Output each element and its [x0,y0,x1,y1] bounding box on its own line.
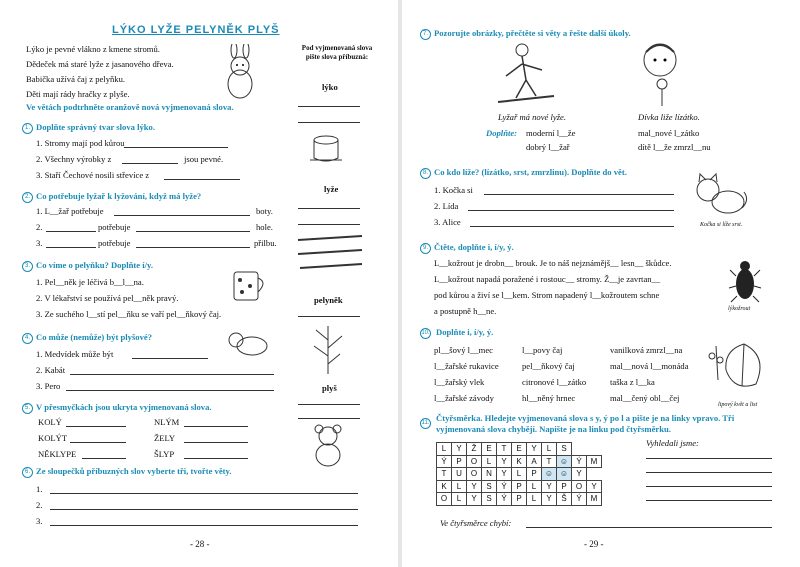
exercise-1-title: Doplňte správný tvar slova lýko. [36,122,155,132]
intro-line: Dědeček má staré lyže z jasanového dřeva. [26,59,174,69]
ex1-item: 1. Stromy mají pod kůrou [36,138,125,148]
grid-cell[interactable]: L [512,468,527,481]
tea-mug-illustration [228,262,270,304]
smiley-cell[interactable]: ☺ [542,468,557,481]
bunny-illustration [216,44,264,102]
ex2-item: hole. [256,222,273,232]
sidebar-word-lyko: lýko [322,82,338,92]
grid-cell[interactable]: N [482,468,497,481]
fill-word: dobrý l__žař [526,142,570,152]
exercise-8-title: Co kdo líže? (lízátko, srst, zmrzlinu). Doplňte do vět. [434,167,627,177]
answer-line[interactable] [82,458,126,459]
anagram: ŽELY [154,433,176,443]
ex4-item: 2. Kabát [36,365,66,375]
grid-cell[interactable]: K [512,455,527,468]
grid-row [437,468,602,481]
ex2-item: 2. [36,222,43,232]
answer-line[interactable] [124,147,228,148]
intro-task: Ve větách podtrhněte oranžově nová vyjmenovaná slova. [26,102,234,112]
fill-word: moderní l__že [526,128,576,138]
grid-cell[interactable]: Y [542,480,557,493]
anagram: KOLÝ [38,417,62,427]
answer-line[interactable] [646,500,772,501]
answer-line[interactable] [136,231,250,232]
lying-teddy-illustration [226,326,270,358]
grid-cell[interactable]: Y [497,455,512,468]
exercise-3-title: Co víme o pelyňku? Doplňte í/y. [36,260,153,270]
answer-line[interactable] [50,493,358,494]
answer-line[interactable] [50,509,358,510]
grid-cell[interactable]: L [542,443,557,456]
answer-line[interactable] [70,442,126,443]
answer-line[interactable] [298,224,360,225]
sidebar-word-lyze: lyže [324,184,339,194]
grid-cell[interactable]: Y [497,468,512,481]
ex6-item: 3. [36,516,43,526]
ex10-word: pel__ňkový čaj [522,361,575,371]
exercise-5-title: V přesmyčkách jsou ukryta vyjmenovaná slova. [36,402,212,412]
grid-cell[interactable]: L [482,455,497,468]
bark-beetle-illustration [728,256,762,306]
page-number: - 28 - [190,539,210,549]
answer-line[interactable] [484,194,674,195]
grid-cell[interactable]: P [512,493,527,506]
grid-cell[interactable]: L [452,480,467,493]
ex2-item: 1. L__žař potřebuje [36,206,104,216]
exercise-7-title: Pozorujte obrázky, přečtěte si věty a řešte další úkoly. [434,28,631,38]
ex9-line: a postupně h__ne. [434,306,497,316]
ex8-item: 3. Alice [434,217,461,227]
answer-line[interactable] [646,486,772,487]
fill-word: mal_nové l_zátko [638,128,700,138]
grid-cell[interactable]: T [497,443,512,456]
ex6-item: 2. [36,500,43,510]
grid-cell[interactable]: Ý [497,480,512,493]
grid-cell[interactable]: P [452,455,467,468]
smiley-cell[interactable]: ☺ [557,468,572,481]
grid-cell[interactable]: P [512,480,527,493]
answer-line[interactable] [470,226,674,227]
ex4-item: 3. Pero [36,381,61,391]
exercise-number: 7. [420,29,431,40]
ex2-item: potřebuje [98,222,131,232]
page-number: - 29 - [584,539,604,549]
ex10-word: mal__čený obl__čej [610,393,680,403]
exercise-11-title: Čtyřsměrka. Hledejte vyjmenovaná slova s y, ý po l a pište je na linky vpravo. Tři vyjmenovaná slova chybějí. Napište je na linku pod čtyřsměrku. [436,413,735,434]
ex1-item: 2. Všechny výrobky z [36,154,112,164]
grid-cell[interactable]: S [482,493,497,506]
ex1-item: 3. Staří Čechové nosili střevíce z [36,170,150,180]
answer-line[interactable] [298,404,360,405]
grid-cell[interactable]: A [527,455,542,468]
answer-line[interactable] [184,458,248,459]
answer-line[interactable] [46,231,96,232]
grid-cell[interactable]: Ý [437,455,452,468]
exercise-number: 3. [22,261,33,272]
grid-cell[interactable]: Y [452,443,467,456]
intro-line: Děti mají rády hračky z plyše. [26,89,130,99]
skier-illustration [492,40,562,110]
grid-cell[interactable]: Y [587,480,602,493]
anagram: KOLÝT [38,433,68,443]
grid-cell[interactable]: P [527,468,542,481]
sidebar-word-plys: plyš [322,383,337,393]
grid-cell[interactable]: Ý [572,493,587,506]
grid-cell[interactable]: O [467,455,482,468]
grid-row [437,480,602,493]
grid-cell[interactable]: Ý [572,455,587,468]
grid-cell[interactable]: Y [467,480,482,493]
exercise-number: 11. [420,418,431,429]
exercise-number: 9. [420,243,431,254]
grid-cell[interactable]: Ž [467,443,482,456]
exercise-number: 10. [420,328,431,339]
anagram: NLÝM [154,417,180,427]
grid-cell[interactable]: M [587,455,602,468]
ex2-item: potřebuje [98,238,131,248]
anagram: NĚKLYPE [38,449,77,459]
grid-cell[interactable]: T [542,455,557,468]
grid-row [437,493,602,506]
linden-flower-leaf-illustration [704,336,774,400]
ex9-line: L__kožrout napadá poražené i rostouc__ stromy. Ž__je zavrtan__ [434,274,661,284]
cat-caption: Kočka si líže srst. [700,222,743,228]
ex10-word: citronové l__zátko [522,377,587,387]
ex10-word: hl__něný hrnec [522,393,576,403]
fill-word: dítě l__že zmrzl__nu [638,142,711,152]
exercise-6-title: Ze sloupečků příbuzných slov vyberte tři, tvořte věty. [36,466,232,476]
grid-cell[interactable]: O [467,468,482,481]
skis-illustration [296,230,366,276]
ex10-word: l__žařský vlek [434,377,485,387]
answer-line[interactable] [526,527,772,528]
answer-line[interactable] [66,426,126,427]
ex2-item: 3. [36,238,43,248]
grid-cell[interactable]: S [482,480,497,493]
intro-line: Lýko je pevné vlákno z kmene stromů. [26,44,160,54]
answer-line[interactable] [298,106,360,107]
tree-stump-illustration [306,130,346,166]
grid-cell[interactable]: U [452,468,467,481]
ex10-word: l__povy čaj [522,345,563,355]
grid-cell[interactable]: K [437,480,452,493]
girl-licking-lollipop-illustration [638,38,684,108]
ex10-word: mal__nová l__monáda [610,361,689,371]
found-label: Vyhledali jsme: [646,438,699,448]
grid-cell[interactable]: L [437,443,452,456]
answer-line[interactable] [468,210,674,211]
doplnte-label: Doplňte: [486,128,518,138]
answer-line[interactable] [50,525,358,526]
ex3-item: 3. Ze suchého l__stí pel__ňku se vaří pel__ňkový čaj. [36,309,222,319]
grid-cell[interactable]: Ý [497,493,512,506]
intro-line: Babička užívá čaj z pelyňku. [26,74,126,84]
grid-cell[interactable]: E [482,443,497,456]
grid-cell[interactable]: M [587,493,602,506]
answer-line[interactable] [298,208,360,209]
exercise-number: 4. [22,333,33,344]
answer-line[interactable] [46,247,96,248]
answer-line[interactable] [298,122,360,123]
ex10-word: vanilková zmrzl__na [610,345,683,355]
beetle-caption: lýkožrout [728,306,751,312]
grid-row [437,443,602,456]
grid-cell[interactable]: S [557,443,572,456]
ex8-item: 1. Kočka si [434,185,473,195]
grid-row [437,455,602,468]
exercise-10-title: Doplňte i, í/y, ý. [436,327,494,337]
grid-cell[interactable]: Y [467,493,482,506]
answer-line[interactable] [66,390,274,391]
answer-line[interactable] [646,458,772,459]
grid-cell[interactable]: Y [572,468,587,481]
sidebar-heading: Pod vyjmenovaná slova pište slova příbuzná: [301,44,373,61]
ex4-item: 1. Medvídek může být [36,349,114,359]
answer-line[interactable] [164,179,240,180]
answer-line[interactable] [122,163,178,164]
worksheet-title: LÝKO LYŽE PELYNĚK PLYŠ [112,24,280,36]
ex6-item: 1. [36,484,43,494]
ex9-line: L__kožrout je drobn__ brouk. Je to náš nejznámějš__ lesn__ škůdce. [434,258,672,268]
answer-line[interactable] [70,374,274,375]
caption-skier: Lyžař má nové lyže. [498,112,567,122]
exercise-number: 1. [22,123,33,134]
ex1-item: jsou pevné. [184,154,224,164]
answer-line[interactable] [184,426,248,427]
answer-line[interactable] [132,358,208,359]
ex2-item: boty. [256,206,273,216]
ex8-item: 2. Lída [434,201,459,211]
teddy-bear-illustration [306,422,350,468]
ex10-word: pl__šový l__mec [434,345,493,355]
answer-line[interactable] [646,472,772,473]
missing-label: Ve čtyřsměrce chybí: [440,518,512,528]
cat-illustration [692,172,752,220]
answer-line[interactable] [298,418,360,419]
ex10-word: l__žařské rukavice [434,361,499,371]
grid-cell[interactable]: T [437,468,452,481]
answer-line[interactable] [114,215,250,216]
linden-caption: lipový květ a list [718,402,758,408]
grid-cell[interactable]: L [527,480,542,493]
grid-cell[interactable]: E [512,443,527,456]
exercise-number: 8. [420,168,431,179]
caption-girl: Dívka liže lízátko. [638,112,700,122]
smiley-cell[interactable]: ☺ [557,455,572,468]
grid-cell[interactable]: L [452,493,467,506]
ex2-item: přilbu. [254,238,277,248]
grid-cell[interactable]: Y [527,443,542,456]
word-search-grid[interactable] [436,442,602,506]
grid-cell[interactable]: P [557,480,572,493]
page-left [0,0,398,567]
exercise-number: 6. [22,467,33,478]
wormwood-plant-illustration [304,320,352,376]
grid-cell[interactable]: Š [557,493,572,506]
ex9-line: pod kůrou a živí se l__kem. Strom napadený l__kožroutem schne [434,290,660,300]
grid-cell[interactable]: O [437,493,452,506]
exercise-number: 2. [22,192,33,203]
grid-cell[interactable]: O [572,480,587,493]
ex3-item: 1. Pel__něk je léčivá b__l__na. [36,277,144,287]
answer-line[interactable] [136,247,250,248]
exercise-2-title: Co potřebuje lyžař k lyžování, když má lyže? [36,191,202,201]
anagram: ŠLYP [154,449,175,459]
ex10-word: taška z l__ka [610,377,655,387]
grid-cell[interactable]: Y [542,493,557,506]
exercise-4-title: Co může (nemůže) být plyšové? [36,332,152,342]
exercise-number: 5. [22,403,33,414]
answer-line[interactable] [298,316,360,317]
ex3-item: 2. V lékařství se používá pel__něk pravý. [36,293,179,303]
sidebar-word-pelynek: pelyněk [314,295,343,305]
answer-line[interactable] [184,442,248,443]
ex10-word: l__žařské závody [434,393,494,403]
grid-cell[interactable]: L [527,493,542,506]
exercise-9-title: Čtěte, doplňte i, í/y, ý. [434,242,514,252]
